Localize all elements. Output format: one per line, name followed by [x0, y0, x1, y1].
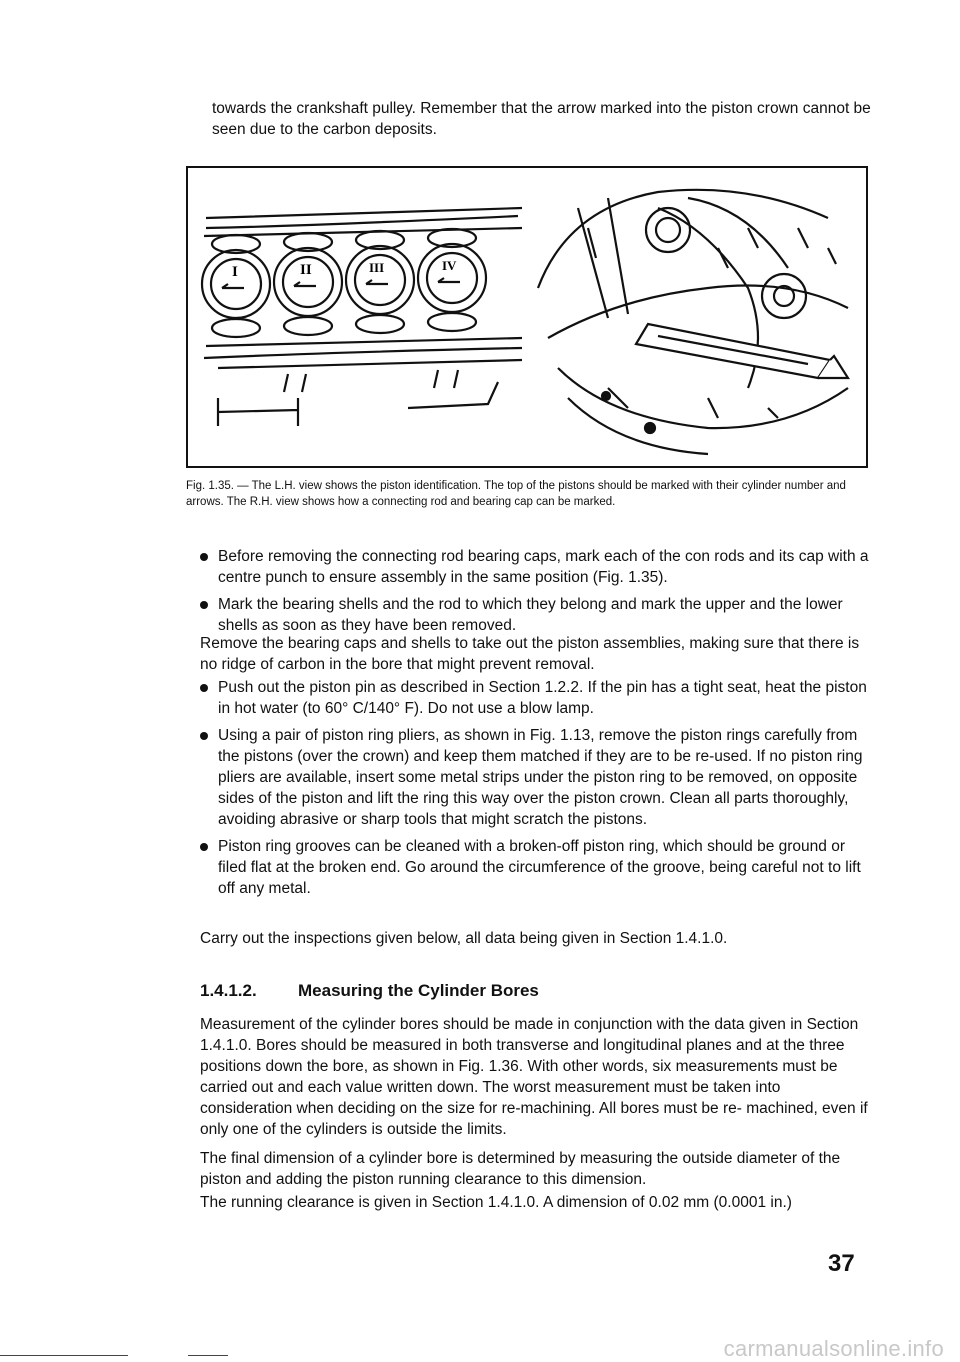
inspections-paragraph: Carry out the inspections given below, all data being given in Section 1.4.1.0.	[200, 930, 728, 947]
figure-illustration	[188, 168, 866, 466]
figure-caption: Fig. 1.35. — The L.H. view shows the piston identification. The top of the pistons should be marked with their cylinder number and arrows. The R.H. view shows how a connecting rod and bearing cap can be marked.	[186, 480, 846, 508]
remove-pistons-paragraph: Remove the bearing caps and shells to take out the piston assemblies, making sure that there is no ridge of carbon in the bore that might prevent removal.	[200, 635, 860, 673]
watermark-text: carmanualsonline.info	[723, 1336, 944, 1361]
watermark-bar	[0, 1318, 960, 1362]
footer-rule-left	[0, 1355, 128, 1356]
measurement-paragraph: Measurement of the cylinder bores should be made in conjunction with the data given in Section 1.4.1.0. Bores should be measured in both transverse and longitudinal planes and at the three positions down the bore, as shown in Fig. 1.36. With other words, six measurements must be carried out and each value written down. The worst measurement must be taken into consideration when deciding on the size for re-machining. All bores must be re- machined, even if only one of the cylinders is outside the limits.	[200, 1016, 868, 1138]
bullet-item-piston-pin: Push out the piston pin as described in Section 1.2.2. If the pin has a tight seat, heat the piston in hot water (to 60° C/140° F). Do not use a blow lamp.	[200, 677, 876, 719]
page-number: 37	[828, 1250, 855, 1277]
bullet-item-mark-shells: Mark the bearing shells and the rod to which they belong and mark the upper and the lower shells as soon as they have been removed.	[200, 594, 876, 636]
piston-label-2: II	[300, 262, 312, 278]
section-title: Measuring the Cylinder Bores	[298, 981, 539, 1000]
piston-label-1: I	[232, 264, 238, 280]
connecting-rod-drawing	[538, 190, 848, 454]
piston-label-3: III	[369, 260, 385, 275]
final-dimension-paragraph: The final dimension of a cylinder bore is determined by measuring the outside diameter of the piston and adding the piston running clearance to this dimension.	[200, 1150, 841, 1188]
bullet-item-ring-grooves: Piston ring grooves can be cleaned with a broken-off piston ring, which should be ground or filed flat at the broken end. Go around the circumference of the groove, being careful not to lift off any metal.	[200, 836, 876, 899]
bullet-item-mark-rods: Before removing the connecting rod bearing caps, mark each of the con rods and its cap with a centre punch to ensure assembly in the same position (Fig. 1.35).	[200, 546, 876, 588]
intro-paragraph: towards the crankshaft pulley. Remember that the arrow marked into the piston crown cannot be seen due to the carbon deposits.	[212, 100, 871, 138]
section-heading	[200, 980, 539, 1002]
footer-rule-mid	[188, 1355, 228, 1356]
figure-1-35	[186, 166, 868, 468]
bullet-item-piston-rings: Using a pair of piston ring pliers, as shown in Fig. 1.13, remove the piston rings carefully from the pistons (over the crown) and keep them matched if they are to be re-used. If no piston ring pliers are available, insert some metal strips under the piston ring to be removed, on opposite sides of the piston and lift the ring this way over the piston crown. Clean all parts thoroughly, avoiding abrasive or sharp tools that might scratch the pistons.	[200, 725, 876, 830]
bullet-list-removal	[200, 546, 876, 642]
piston-block-drawing	[202, 208, 522, 426]
section-number: 1.4.1.2.	[200, 981, 257, 1000]
running-clearance-paragraph: The running clearance is given in Section 1.4.1.0. A dimension of 0.02 mm (0.0001 in.)	[200, 1194, 792, 1211]
piston-label-4: IV	[442, 258, 457, 273]
bullet-list-disassembly	[200, 677, 876, 905]
